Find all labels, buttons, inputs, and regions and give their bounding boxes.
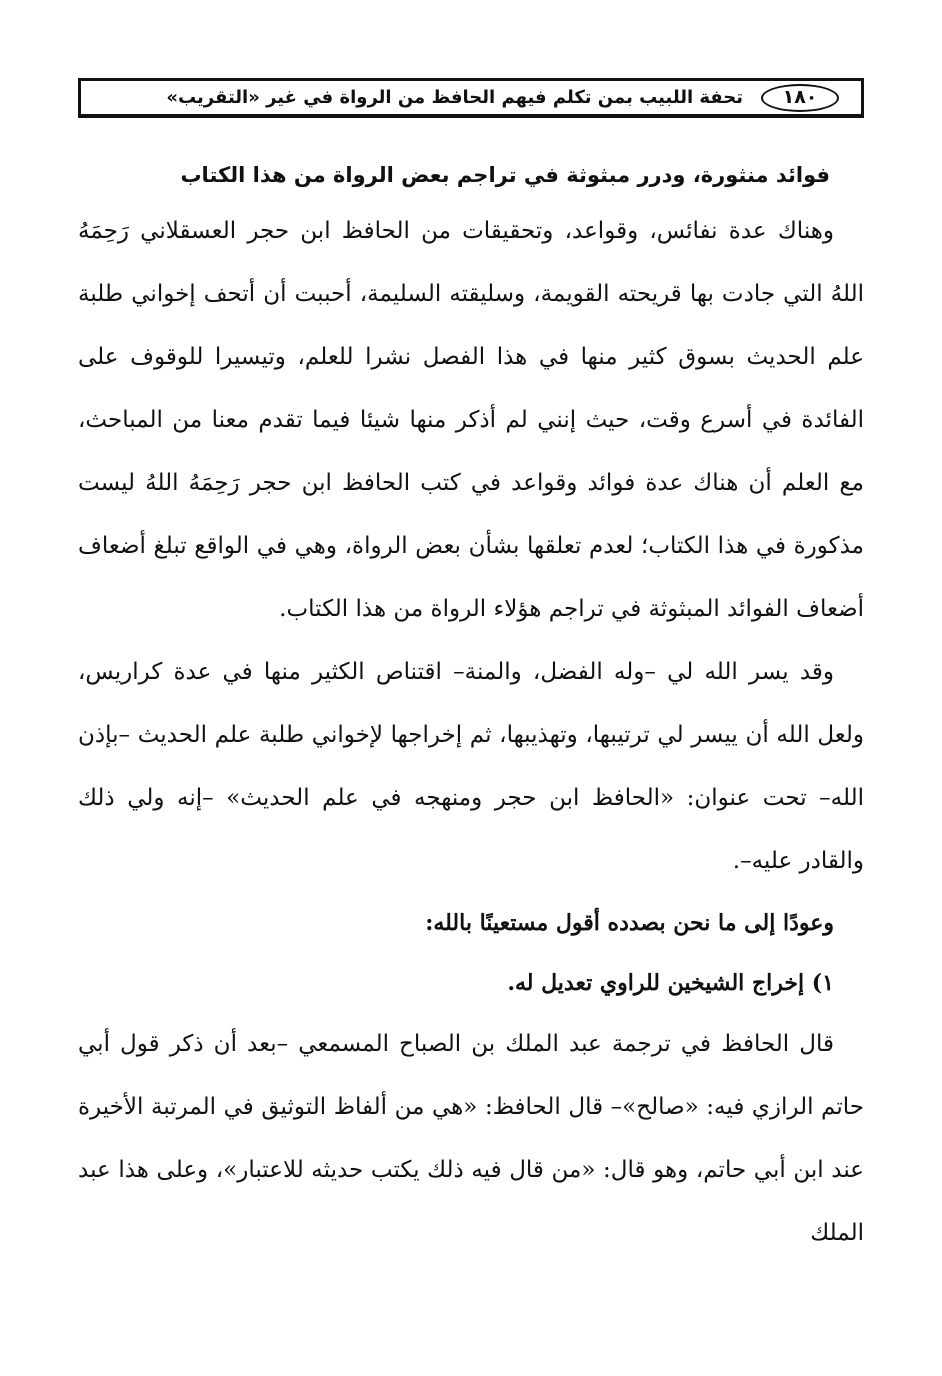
page-number: ١٨٠ — [761, 84, 839, 112]
paragraph-5-text: قال الحافظ في ترجمة عبد الملك بن الصباح المسمعي –بعد أن ذكر قول أبي حاتم الرازي فيه: «صالح»– قال الحافظ: «هي من ألفاظ التوثيق في المرتبة الأخيرة عند ابن أبي حاتم، وهو قال: «من قال فيه ذلك يكتب حديثه للاعتبار»، وعلى هذا عبد الملك — [78, 1031, 864, 1246]
paragraph-1 — [78, 200, 864, 641]
paragraph-1-text: وهناك عدة نفائس، وقواعد، وتحقيقات من الحافظ ابن حجر العسقلاني رَحِمَهُ اللهُ التي جادت بها قريحته القويمة، وسليقته السليمة، أحببت أن أتحف إخواني طلبة علم الحديث بسوق كثير منها في هذا الفصل نشرا للعلم، وتيسيرا للوقوف على الفائدة في أسرع وقت، حيث إنني لم أذكر منها شيئا فيما تقدم معنا من المباحث، مع العلم أن هناك عدة فوائد وقواعد في كتب الحافظ ابن حجر رَحِمَهُ اللهُ ليست مذكورة في هذا الكتاب؛ لعدم تعلقها بشأن بعض الرواة، وهي في الواقع تبلغ أضعاف أضعاف الفوائد المبثوثة في تراجم هؤلاء الرواة من هذا الكتاب. — [78, 218, 864, 622]
running-header — [78, 78, 864, 118]
paragraph-2-text: وقد يسر الله لي –وله الفضل، والمنة– اقتناص الكثير منها في عدة كراريس، ولعل الله أن ييسر لي ترتيبها، وتهذيبها، ثم إخراجها لإخواني طلبة علم الحديث –بإذن الله– تحت عنوان: «الحافظ ابن حجر ومنهجه في علم الحديث» –إنه ولي ذلك والقادر عليه–. — [78, 659, 864, 874]
running-title: تحفة اللبيب بمن تكلم فيهم الحافظ من الرواة في غير «التقريب» — [166, 87, 743, 108]
paragraph-2 — [78, 641, 864, 893]
rule-heading-1: ١) إخراج الشيخين للراوي تعديل له. — [507, 970, 834, 996]
paragraph-5 — [78, 1013, 864, 1265]
page-body — [78, 150, 864, 1265]
section-heading: فوائد منثورة، ودرر مبثوثة في تراجم بعض الرواة من هذا الكتاب — [180, 163, 830, 187]
transition-line: وعودًا إلى ما نحن بصدده أقول مستعينًا بالله: — [425, 910, 834, 936]
